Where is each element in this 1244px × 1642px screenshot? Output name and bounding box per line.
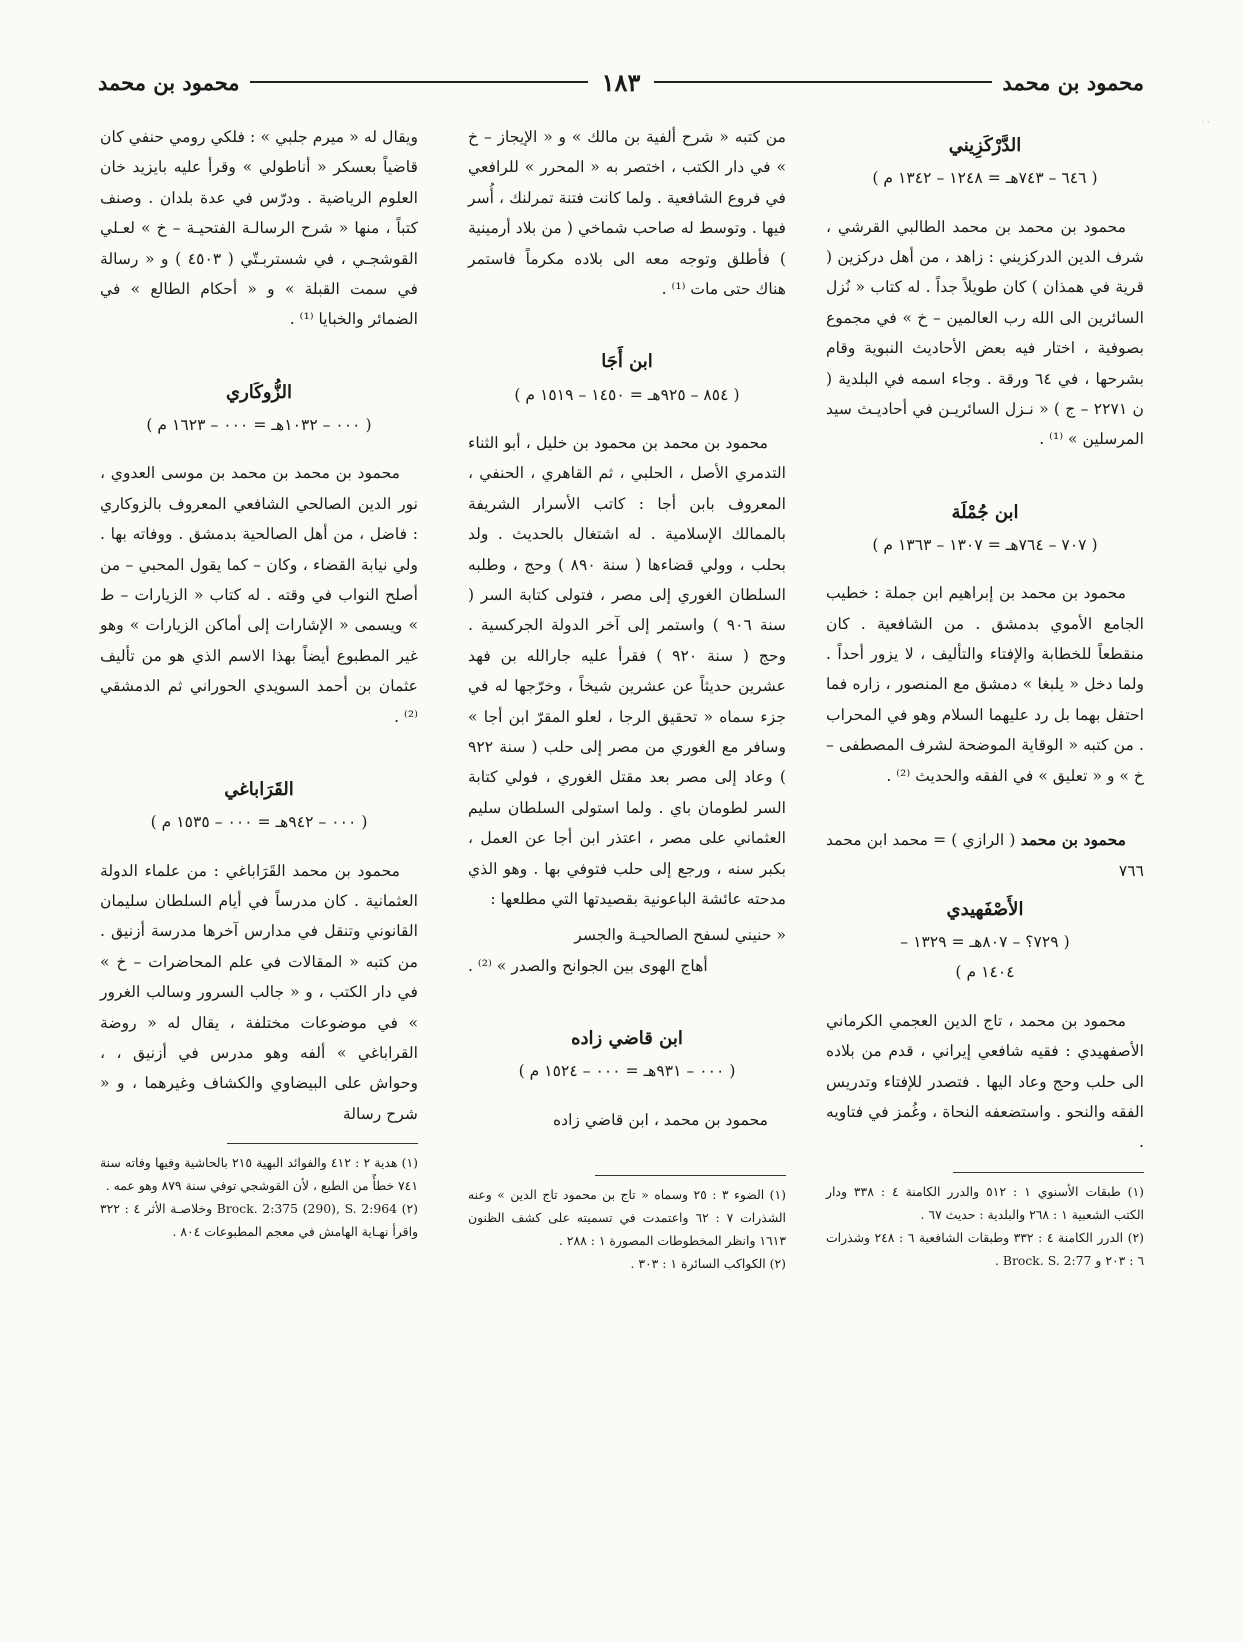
entry-body: محمود بن محمد ، ابن قاضي زاده [552,1110,768,1129]
entry-body-continued: ويقال له « ميرم جلبي » : فلكي رومي حنفي كان قاضياً بعسكر « أناطولي » وقرأ عليه بايزيد خان العلوم الرياضية . ودرّس في عدة بلدان . وصنف كتباً ، منها « شرح الرسالـة الفتحيـة – خ » لعـلي القوشجـي ، في شستربـتّي ( ٤٥٠٣ ) و « رسالة في سمت القبلة » و « أحكام الطالع » في الضمائر والخبايا ⁽¹⁾ . [100,128,418,329]
entry-title: ابن قاضي زاده [571,1028,683,1050]
header-rule [250,81,588,83]
entry-dates: ( ٠٠٠ – ١٠٣٢هـ = ٠٠٠ – ١٦٢٣ م ) [146,415,372,434]
footnote: (٢) الدرر الكامنة ٤ : ٣٣٢ وطبقات الشافعية ٦ : ٢٤٨ وشذرات ٦ : ٢٠٣ و Brock. S. 2:77 . [826,1229,1144,1268]
footnotes [468,1184,786,1276]
entry-body: محمود بن محمد بن محمود بن خليل ، أبو الثناء التدمري الأصل ، الحلبي ، ثم القاهري ، الحنفي ، المعروف بابن أجا : كاتب الأسرار الشريفة بالممالك الإسلامية . له اشتغال بالحديث . ولد بحلب ، وولي قضاءها ( سنة ٨٩٠ ) وحج ، وطلبه السلطان الغوري إلى مصر ، فتولى كتابة السر ( سنة ٩٠٦ ) واستمر إلى آخر الدولة الجركسية . وحج ( سنة ٩٢٠ ) فقرأ عليه جارالله بن فهد عشرين حديثاً عن عشرين شيخاً ، وخرّجها له في جزء سماه « تحقيق الرجا ، لعلو المقرّ ابن أجا » وسافر مع الغوري من مصر إلى حلب ( سنة ٩٢٢ ) وعاد إلى مصر بعد مقتل الغوري ، فولي كتابة السر لطومان باي . ولما استولى السلطان سليم العثماني على مصر ، اعتذر ابن أجا عن العمل ، بكبر سنه ، ورجع إلى حلب فتوفي بها . وهو الذي مدحته عائشة الباعونية بقصيدتها التي مطلعها : [468,433,787,909]
footnotes [100,1152,418,1244]
footnote: (٢) الكواكب السائرة ١ : ٣٠٣ . [630,1255,786,1271]
entry-dates: ( ٠٠٠ – ٩٤٢هـ = ٠٠٠ – ١٥٣٥ م ) [150,813,368,832]
entry-body: محمود بن محمد بن محمد الطالبي القرشي ، شرف الدين الدركزيني : زاهد ، من أهل دركزين ( قرية في همذان ) كان طويلاً جداً . له كتاب « نُزل السائرين الى الله رب العالمين – خ » في مجموع بصوفية ، اختار فيه بعض الأحاديث النبوية وقام بشرحها ، في ٦٤ ورقة . وجاء اسمه في البلدية ( ن ٢٢٧١ – ج ) « نـزل السائريـن في أحاديـث سيد المرسلين » ⁽¹⁾ . [826,217,1144,449]
footnote: (١) طبقات الأسنوي ١ : ٥١٢ والدرر الكامنة ٤ : ٣٣٨ ودار الكتب الشعبية ١ : ٢٦٨ والبلدية : حديث ٦٧ . [826,1183,1144,1222]
entry-dates: ( ٧٠٧ – ٧٦٤هـ = ١٣٠٧ – ١٣٦٣ م ) [872,535,1098,554]
xref-name: محمود بن محمد [1020,830,1126,850]
entry-dates: ١٤٠٤ م ) [955,963,1015,982]
footnote-rule [227,1143,418,1144]
entry-dates: ( ٦٤٦ – ٧٤٣هـ = ١٢٤٨ – ١٣٤٢ م ) [872,169,1098,188]
entry-title: الزُّوكَاري [226,381,292,403]
footnote: (١) هدية ٢ : ٤١٢ والفوائد البهية ٢١٥ بالحاشية وفيها وفاته سنة ٧٤١ خطأً من الطبع ، لأن القوشجي توفي سنة ٨٧٩ وهو عمه . [100,1155,418,1194]
column-middle [468,122,786,1602]
entry-dates: ( ٧٢٩؟ – ٨٠٧هـ = ١٣٢٩ – [900,933,1070,951]
verse-line: « حنيني لسفح الصالحيـة والجسر [574,926,786,945]
entry-body: محمود بن محمد بن إبراهيم ابن جملة : خطيب الجامع الأموي بدمشق . من الشافعية . كان منقطعاً للخطابة والإفتاء والتأليف ، لا يزور أحداً . ولما دخل « يلبغا » دمشق مع المنصور ، زاره فما احتفل بهما بل رد عليهما السلام وهو في المحراب . من كتبه « الوقاية الموضحة لشرف المصطفى – خ » و « تعليق » في الفقه والحديث ⁽²⁾ . [826,584,1144,785]
running-head-right: محمود بن محمد [1002,69,1144,95]
verse-line: أهاج الهوى بين الجوانح والصدر » ⁽²⁾ . [468,956,708,975]
footnotes [826,1181,1144,1273]
entry-body: محمود بن محمد القَرَاباغي : من علماء الدولة العثمانية . كان مدرساً في أيام السلطان سليمان القانوني وتنقل في مدارس آخرها مدرسة أزنيق . من كتبه « المقالات في علم المحاضرات – خ » في دار الكتب ، و « جالب السرور وسالب الغرور » في موضوعات مختلفة ، يقال له « روضة القراباغي » ألفه وهو مدرس في أزنيق ، ، وحواش على البيضاوي والكشاف وغيرهما ، و « شرح رسالة [100,861,418,1123]
cross-reference [826,825,1144,886]
entry-dates: ( ٨٥٤ – ٩٢٥هـ = ١٤٥٠ – ١٥١٩ م ) [514,385,740,404]
entry-title: ابن أَجَا [601,351,653,373]
footnote-rule [953,1172,1144,1173]
entry-title: القَرَاباغي [224,779,294,800]
footnote: (١) الضوء ٣ : ٢٥ وسماه « تاج بن محمود تاج الدين » وعنه الشذرات ٧ : ٦٢ واعتمدت في تسميته على كشف الظنون ١٦١٣ وانظر المخطوطات المصورة ١ : ٢٨٨ . [468,1187,786,1249]
page-header [98,62,1144,102]
scan-speck: · · [1201,118,1210,128]
entry-title: الأَصْفَهيدي [946,898,1024,920]
entry-title: ابن جُمْلَة [951,501,1019,523]
entry-body: محمود بن محمد بن محمد بن موسى العدوي ، نور الدين الصالحي الشافعي المعروف بالزوكاري : فاضل ، من أهل الصالحية بدمشق . ووفاته بها . ولي نيابة القضاء ، وكان – كما يقول المحبي – من أصلح النواب في وقته . له كتاب « الزيارات – ط » ويسمى « الإشارات إلى أماكن الزيارات » وهو غير المطبوع أيضاً بهذا الاسم الذي هو من تأليف عثمان بن أحمد السويدي الحوراني ثم الدمشقي ⁽²⁾ . [100,464,418,726]
header-rule [654,81,992,83]
column-left [100,122,418,1602]
column-right [826,122,1144,1602]
footnote-rule [595,1175,786,1176]
entry-dates: ( ٠٠٠ – ٩٣١هـ = ٠٠٠ – ١٥٢٤ م ) [518,1062,736,1081]
entry-title: الدَّرْكَزِيني [948,135,1022,156]
page-number: ١٨٣ [601,67,641,97]
xref-target: ( الرازي ) = محمد ابن محمد ٧٦٦ [826,831,1144,880]
running-head-left: محمود بن محمد [97,69,240,95]
entry-body-continued: من كتبه « شرح ألفية بن مالك » و « الإيجاز – خ » في دار الكتب ، اختصر به « المحرر » للرافعي في فروع الشافعية . ولما كانت فتنة تمرلنك ، أُسر فيها . وتوسط له صاحب شماخي ( من بلاد أرمينية ) فأطلق وتوجه معه الى بلاده مكرماً فاستمر هناك حتى مات ⁽¹⁾ . [468,128,786,299]
footnote: (٢) Brock. 2:375 (290), S. 2:964 وخلاصـة الأثر ٤ : ٣٢٢ واقرأ نهـاية الهامش في معجم المطبوعات ٨٠٤ . [100,1201,418,1239]
entry-body: محمود بن محمد ، تاج الدين العجمي الكرماني الأصفهيدي : فقيه شافعي إيراني ، قدم من بلاده الى حلب وحج وعاد اليها . فتصدر للإفتاء وتدريس الفقه والنحو . واستضعفه النحاة ، وغُمز في فتاويه . [826,1011,1144,1152]
